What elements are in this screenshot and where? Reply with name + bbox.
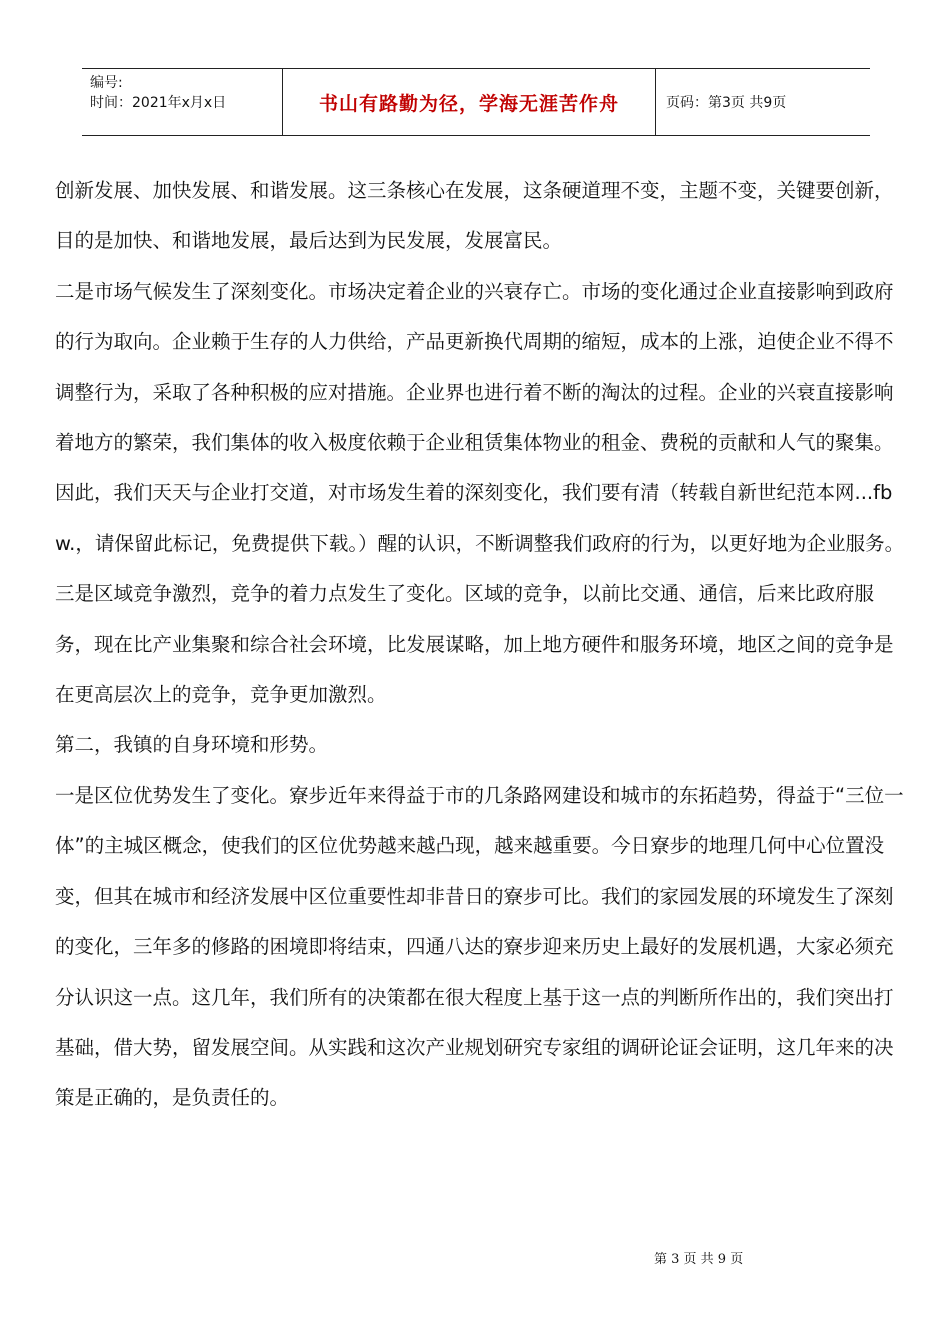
document-number: 编号:: [90, 75, 123, 91]
header-meta: [82, 69, 282, 135]
document-body: [55, 166, 905, 1124]
paragraph: 第二，我镇的自身环境和形势。: [55, 733, 329, 757]
header-page-info: 页码：第3页 共9页: [666, 95, 787, 111]
paragraph: 创新发展、加快发展、和谐发展。这三条核心在发展，这条硬道理不变，主题不变，关键要创新，目的是加快、和谐地发展，最后达到为民发展，发展富民。: [55, 179, 894, 253]
paragraph: 一是区位优势发生了变化。寮步近年来得益于市的几条路网建设和城市的东拓趋势，得益于“三位一体”的主城区概念，使我们的区位优势越来越凸现，越来越重要。今日寮步的地理几何中心位置没变，但其在城市和经济发展中区位重要性却非昔日的寮步可比。我们的家园发展的环境发生了深刻的变化，三年多的修路的困境即将结束，四通八达的寮步迎来历史上最好的发展机遇，大家必须充分认识这一点。这几年，我们所有的决策都在很大程度上基于这一点的判断所作出的，我们突出打基础，借大势，留发展空间。从实践和这次产业规划研究专家组的调研论证会证明，这几年来的决策是正确的，是负责任的。: [55, 783, 904, 1110]
header-motto: 书山有路勤为径，学海无涯苦作舟: [282, 69, 656, 135]
document-date: 时间：2021年x月x日: [90, 95, 227, 111]
page-footer: 第 3 页 共 9 页: [654, 1252, 744, 1267]
paragraph: 三是区域竞争激烈，竞争的着力点发生了变化。区域的竞争，以前比交通、通信，后来比政府服务，现在比产业集聚和综合社会环境，比发展谋略，加上地方硬件和服务环境，地区之间的竞争是在更高层次上的竞争，竞争更加激烈。: [55, 582, 894, 707]
page-header: [82, 68, 870, 136]
paragraph: 二是市场气候发生了深刻变化。市场决定着企业的兴衰存亡。市场的变化通过企业直接影响到政府的行为取向。企业赖于生存的人力供给，产品更新换代周期的缩短，成本的上涨，迫使企业不得不调整行为，采取了各种积极的应对措施。企业界也进行着不断的淘汰的过程。企业的兴衰直接影响着地方的繁荣，我们集体的收入极度依赖于企业租赁集体物业的租金、费税的贡献和人气的聚集。因此，我们天天与企业打交道，对市场发生着的深刻变化，我们要有清（转载自新世纪范本网...fbw.，请保留此标记，免费提供下载。）醒的认识，不断调整我们政府的行为，以更好地为企业服务。: [55, 279, 905, 555]
